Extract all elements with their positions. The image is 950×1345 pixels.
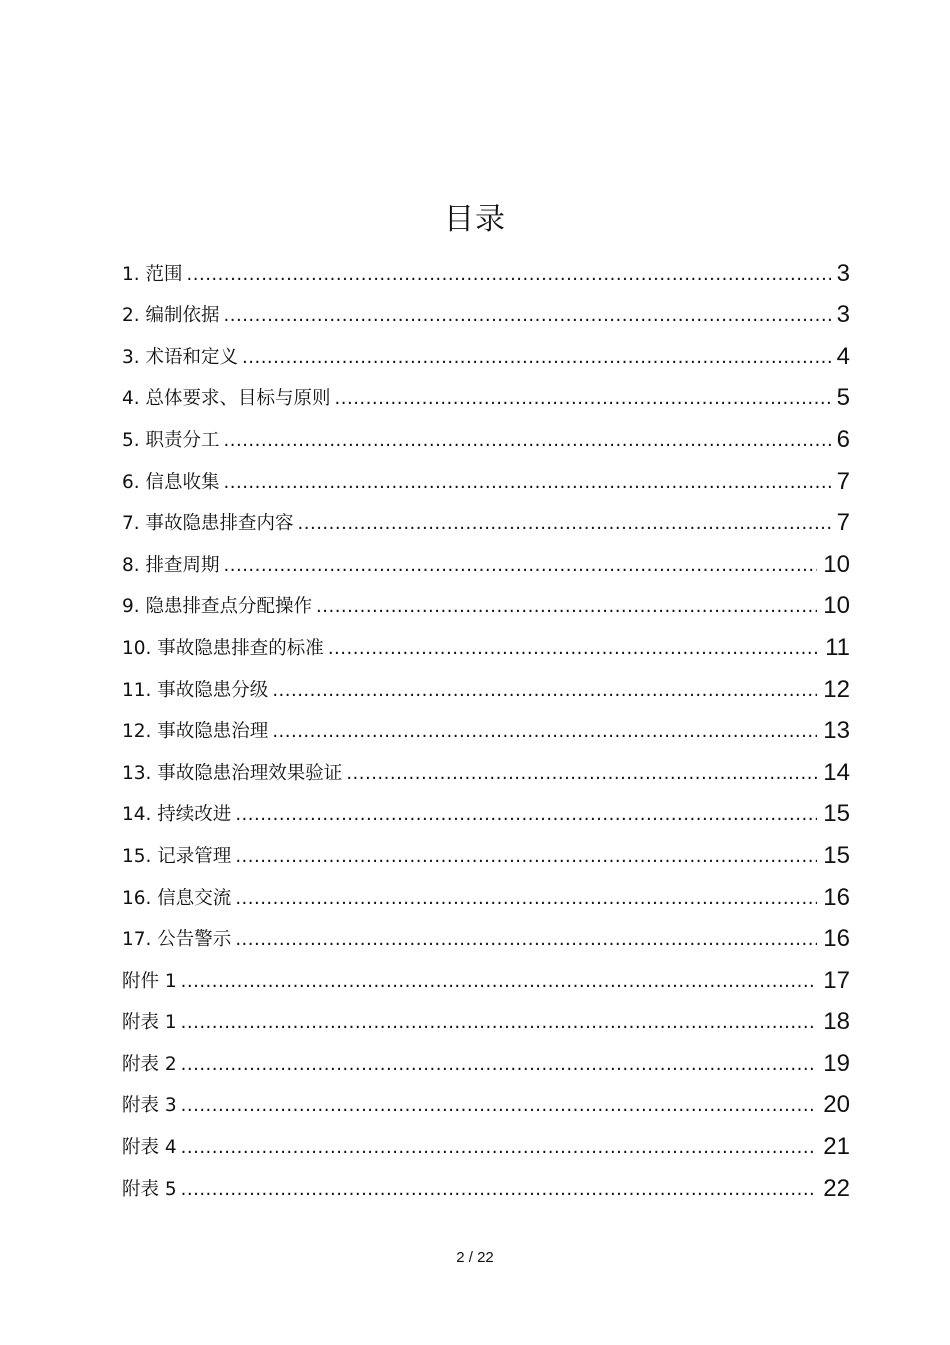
- toc-entry-label: 16. 信息交流: [122, 887, 232, 909]
- toc-entry-page: 12: [823, 675, 850, 703]
- toc-entry-label: 17. 公告警示: [122, 929, 232, 951]
- toc-entry-page: 16: [823, 883, 850, 911]
- toc-entry[interactable]: [122, 496, 850, 538]
- toc-entry-page: 17: [823, 966, 850, 994]
- toc-dot-leader: [335, 387, 831, 411]
- toc-entry[interactable]: [122, 579, 850, 621]
- toc-entry[interactable]: [122, 745, 850, 787]
- toc-dot-leader: [181, 1094, 818, 1118]
- toc-title: 目录: [444, 202, 506, 237]
- toc-entry[interactable]: [122, 912, 850, 954]
- toc-entry-label: 7. 事故隐患排查内容: [122, 513, 294, 535]
- toc-entry-page: 10: [823, 592, 850, 620]
- toc-entry-page: 13: [823, 717, 850, 745]
- toc-dot-leader: [181, 1178, 818, 1202]
- toc-entry-page: 20: [823, 1091, 850, 1119]
- toc-entry-label: 附表 1: [122, 1012, 177, 1034]
- toc-entry[interactable]: [122, 1119, 850, 1161]
- toc-entry-page: 4: [836, 342, 850, 370]
- toc-entry-label: 14. 持续改进: [122, 804, 232, 826]
- toc-dot-leader: [181, 1136, 818, 1160]
- table-of-contents: [122, 246, 850, 1203]
- toc-dot-leader: [235, 803, 817, 827]
- toc-entry-page: 11: [825, 633, 850, 661]
- toc-dot-leader: [235, 845, 817, 869]
- toc-entry-page: 7: [836, 509, 850, 537]
- toc-entry[interactable]: [122, 1078, 850, 1120]
- toc-dot-leader: [272, 720, 817, 744]
- toc-entry-page: 5: [836, 384, 850, 412]
- toc-entry-page: 3: [836, 259, 850, 287]
- toc-entry-page: 19: [823, 1049, 850, 1077]
- toc-dot-leader: [224, 554, 818, 578]
- toc-entry-label: 6. 信息收集: [122, 471, 220, 493]
- toc-entry-label: 附表 2: [122, 1053, 177, 1075]
- toc-dot-leader: [224, 304, 831, 328]
- toc-entry-page: 18: [823, 1008, 850, 1036]
- toc-dot-leader: [316, 595, 817, 619]
- toc-entry[interactable]: [122, 787, 850, 829]
- toc-entry[interactable]: [122, 620, 850, 662]
- toc-entry-label: 附表 5: [122, 1178, 177, 1200]
- toc-entry-page: 15: [823, 800, 850, 828]
- toc-entry[interactable]: [122, 329, 850, 371]
- toc-entry[interactable]: [122, 1036, 850, 1078]
- toc-entry[interactable]: [122, 371, 850, 413]
- toc-dot-leader: [181, 970, 818, 994]
- toc-entry-page: 16: [823, 925, 850, 953]
- toc-dot-leader: [224, 429, 831, 453]
- toc-entry-page: 7: [836, 467, 850, 495]
- toc-dot-leader: [187, 263, 831, 287]
- page-number-footer: 2 / 22: [456, 1249, 494, 1266]
- toc-entry[interactable]: [122, 1161, 850, 1203]
- toc-entry-page: 10: [823, 550, 850, 578]
- toc-entry-label: 15. 记录管理: [122, 845, 232, 867]
- toc-entry-label: 2. 编制依据: [122, 305, 220, 327]
- toc-entry[interactable]: [122, 537, 850, 579]
- toc-dot-leader: [181, 1053, 818, 1077]
- toc-entry-label: 3. 术语和定义: [122, 346, 239, 368]
- toc-dot-leader: [181, 1011, 818, 1035]
- toc-entry[interactable]: [122, 953, 850, 995]
- toc-entry[interactable]: [122, 995, 850, 1037]
- toc-dot-leader: [298, 512, 831, 536]
- toc-entry-label: 1. 范围: [122, 263, 183, 285]
- toc-entry-label: 13. 事故隐患治理效果验证: [122, 762, 343, 784]
- toc-dot-leader: [346, 762, 817, 786]
- toc-entry-label: 附表 4: [122, 1137, 177, 1159]
- toc-entry[interactable]: [122, 870, 850, 912]
- toc-entry-label: 4. 总体要求、目标与原则: [122, 388, 331, 410]
- toc-entry[interactable]: [122, 828, 850, 870]
- toc-entry-page: 14: [823, 758, 850, 786]
- toc-entry[interactable]: [122, 288, 850, 330]
- toc-entry[interactable]: [122, 246, 850, 288]
- toc-entry-label: 附表 3: [122, 1095, 177, 1117]
- toc-dot-leader: [328, 637, 819, 661]
- toc-entry-page: 15: [823, 841, 850, 869]
- toc-entry[interactable]: [122, 704, 850, 746]
- toc-dot-leader: [224, 471, 831, 495]
- toc-entry[interactable]: [122, 662, 850, 704]
- toc-entry-label: 8. 排查周期: [122, 554, 220, 576]
- toc-entry[interactable]: [122, 412, 850, 454]
- toc-entry-label: 5. 职责分工: [122, 429, 220, 451]
- toc-entry-page: 22: [823, 1174, 850, 1202]
- toc-dot-leader: [242, 346, 831, 370]
- toc-dot-leader: [235, 887, 817, 911]
- toc-entry-page: 6: [836, 425, 850, 453]
- toc-dot-leader: [272, 679, 817, 703]
- toc-entry[interactable]: [122, 454, 850, 496]
- toc-entry-label: 10. 事故隐患排查的标准: [122, 637, 324, 659]
- toc-entry-label: 11. 事故隐患分级: [122, 679, 269, 701]
- toc-entry-page: 3: [836, 301, 850, 329]
- toc-entry-label: 附件 1: [122, 970, 177, 992]
- toc-entry-label: 12. 事故隐患治理: [122, 721, 269, 743]
- toc-dot-leader: [235, 928, 817, 952]
- toc-entry-page: 21: [823, 1133, 850, 1161]
- toc-entry-label: 9. 隐患排查点分配操作: [122, 596, 313, 618]
